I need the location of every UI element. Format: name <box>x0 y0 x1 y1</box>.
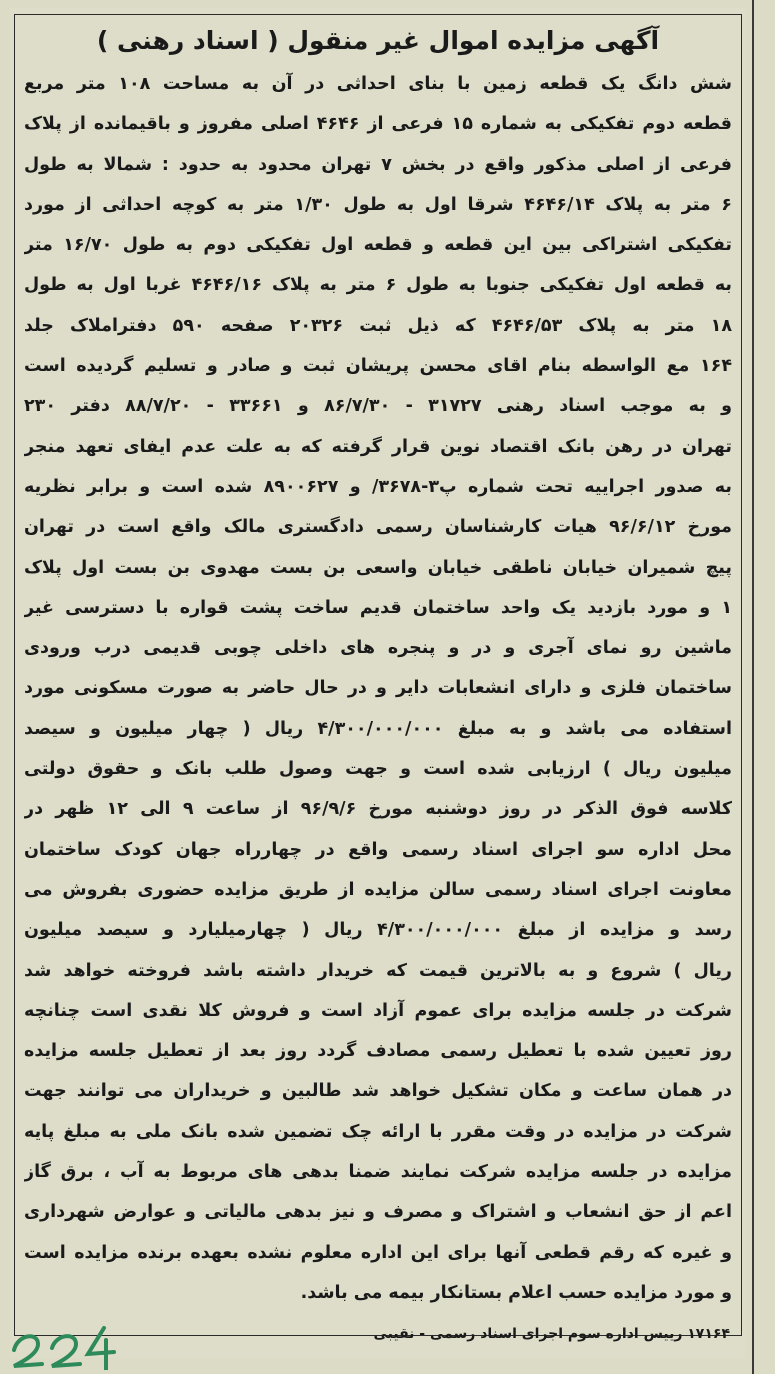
page-edge-rule <box>752 0 754 1374</box>
notice-line: در همان ساعت و مکان تشکیل خواهد شد طالبین و خریداران می توانند جهت <box>24 1081 732 1102</box>
notice-line: ۶ متر به پلاک ۴۶۴۶/۱۴ شرقا اول به طول ۱/۳۰ متر به کوچه احداثی از مورد <box>24 194 732 215</box>
notice-line: به قطعه اول تفکیکی جنوبا به طول ۶ متر به پلاک ۴۶۴۶/۱۶ غربا اول به طول <box>24 275 732 296</box>
notice-line: ساختمان فلزی و دارای انشعابات دایر و در حال حاضر به صورت مسکونی مورد <box>24 678 732 699</box>
notice-line: ۱۸ متر به پلاک ۴۶۴۶/۵۳ که ذیل ثبت ۲۰۳۲۶ صفحه ۵۹۰ دفتراملاک جلد <box>24 315 732 336</box>
notice-line: فرعی از اصلی مذکور واقع در بخش ۷ تهران محدود به حدود : شمالا به طول <box>24 154 732 175</box>
notice-line: ۱۶۴ مع الواسطه بنام اقای محسن پریشان ثبت و صادر و تسلیم گردیده است <box>24 356 732 377</box>
notice-line: رسد و مزایده از مبلغ ۴/۳۰۰/۰۰۰/۰۰۰ ریال ( چهارمیلیارد و سیصد میلیون <box>24 920 732 941</box>
notice-line: پیچ شمیران خیابان ناطقی خیابان واسعی بن بست مهدوی بن بست اول پلاک <box>24 557 732 578</box>
notice-line: و غیره که رقم قطعی آنها برای این اداره معلوم نشده بعهده برنده مزایده است <box>24 1242 732 1263</box>
notice-line: مزایده در جلسه مزایده شرکت نمایند ضمنا بدهی های مربوط به آب ، برق گاز <box>24 1162 732 1183</box>
notice-line: روز تعیین شده با تعطیل رسمی مصادف گردد روز بعد از تعطیل جلسه مزایده <box>24 1041 732 1062</box>
notice-line: به صدور اجراییه تحت شماره پ۳-۳۶۷۸/ و ۸۹۰۰۶۲۷ شده است و برابر نظریه <box>24 476 732 497</box>
notice-line: شرکت در جلسه مزایده برای عموم آزاد است و فروش کلا نقدی است چنانچه <box>24 1000 732 1021</box>
notice-line: تهران در رهن بانک اقتصاد نوین قرار گرفته که به علت عدم ایفای تعهد منجر <box>24 436 732 457</box>
notice-line: و مورد مزایده حسب اعلام بستانکار بیمه می باشد. <box>300 1282 732 1303</box>
notice-line: کلاسه فوق الذکر در روز دوشنبه مورخ ۹۶/۹/۶ از ساعت ۹ الی ۱۲ ظهر در <box>24 799 732 820</box>
notice-line: محل اداره سو اجرای اسناد رسمی واقع در چهارراه جهان کودک ساختمان <box>24 839 732 860</box>
notice-line: و به موجب اسناد رهنی ۳۱۷۲۷ - ۸۶/۷/۳۰ و ۳۳۶۶۱ - ۸۸/۷/۲۰ دفتر ۲۳۰ <box>24 396 732 417</box>
notice-line: ۱ و مورد بازدید یک واحد ساختمان قدیم ساخت پشت قواره با دسترسی غیر <box>24 597 732 618</box>
notice-line: ریال ) شروع و به بالاترین قیمت که خریدار داشته باشد فروخته خواهد شد <box>24 960 732 981</box>
notice-body <box>24 64 732 1313</box>
notice-line: قطعه دوم تفکیکی به شماره ۱۵ فرعی از ۴۶۴۶ اصلی مفروز و باقیمانده از پلاک <box>24 114 732 135</box>
notice-line: شش دانگ یک قطعه زمین با بنای احداثی در آن به مساحت ۱۰۸ متر مربع <box>24 74 732 94</box>
notice-line: استفاده می باشد و به مبلغ ۴/۳۰۰/۰۰۰/۰۰۰ ریال ( چهار میلیون و سیصد <box>24 718 732 739</box>
notice-line: معاونت اجرای اسناد رسمی سالن مزایده از طریق مزایده حضوری بفروش می <box>24 879 732 900</box>
notice-line: اعم از حق انشعاب و اشتراک و مصرف و نیز بدهی مالیاتی و عوارض شهرداری <box>24 1202 732 1223</box>
notice-footer: ۱۷۱۶۴ رییس اداره سوم اجرای اسناد رسمی - نقیبی <box>373 1326 730 1342</box>
handwritten-page-number <box>8 1318 118 1370</box>
notice-title: آگهی مزایده اموال غیر منقول ( اسناد رهنی ) <box>96 26 660 55</box>
notice-line: شرکت در مزایده در وقت مقرر با ارائه چک تضمین شده بانک ملی به مبلغ پایه <box>24 1121 732 1142</box>
notice-line: مورخ ۹۶/۶/۱۲ هیات کارشناسان رسمی دادگستری مالک واقع است در تهران <box>24 517 732 538</box>
notice-line: تفکیکی اشتراکی بین این قطعه و قطعه اول تفکیکی دوم به طول ۱۶/۷۰ متر <box>24 235 732 256</box>
notice-line: میلیون ریال ) ارزیابی شده است و جهت وصول طلب بانک و حقوق دولتی <box>24 759 732 780</box>
notice-line: ماشین رو نمای آجری و در و پنجره های داخلی چوبی قدیمی درب ورودی <box>24 638 732 659</box>
